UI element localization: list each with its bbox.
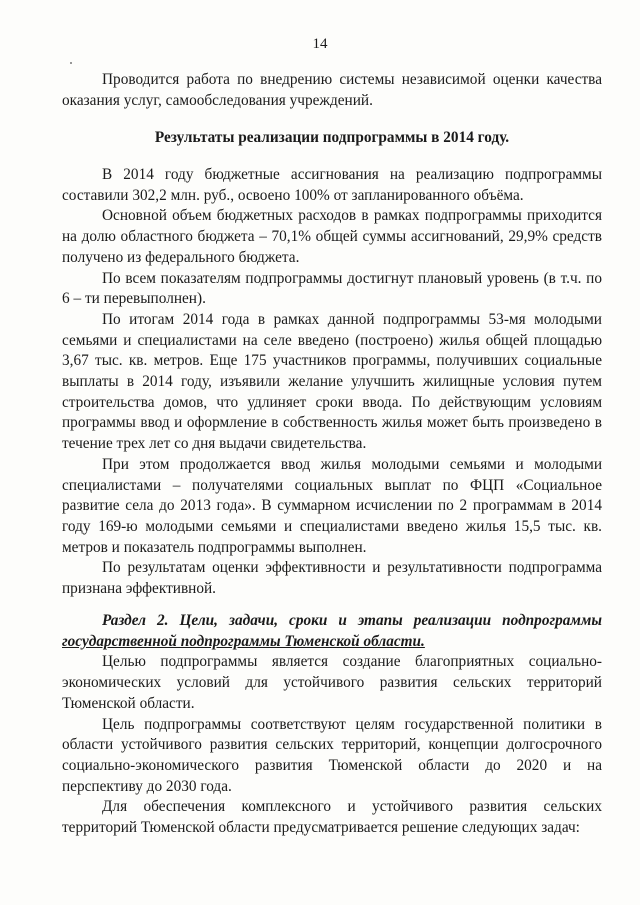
results-paragraph-3: По всем показателям подпрограммы достигнут плановый уровень (в т.ч. по 6 – ти перевыполнен). [62,269,602,308]
section2-heading-main: Раздел 2. Цели, задачи, сроки и этапы реализации подпрограммы [102,612,602,629]
results-section [62,165,602,600]
results-paragraph-5: При этом продолжается ввод жилья молодыми семьями и молодыми специалистами – получателями социальных выплат по ФЦП «Социальное развитие села до 2013 года». В суммарном исчислении по 2 программам в 2014 году 169-ю молодыми семьями и специалистами введено жилья 15,5 тыс. кв. метров и показатель подпрограммы выполнен. [62,455,602,556]
section2-heading [62,611,602,652]
results-heading: Результаты реализации подпрограммы в 2014 году. [154,129,510,146]
results-paragraph-6: По результатам оценки эффективности и результативности подпрограмма признана эффективной. [62,559,602,598]
intro-paragraph: Проводится работа по внедрению системы независимой оценки качества оказания услуг, самообследования учреждений. [62,71,602,109]
results-paragraph-4: По итогам 2014 года в рамках данной подпрограммы 53-мя молодыми семьями и специалистами на селе введено (построено) жилья общей площадью 3,67 тыс. кв. метров. Еще 175 участников программы, получивших социальные выплаты в 2014 году, изъявили желание улучшить жилищные условия путем строительства домов, что удлиняет сроки ввода. По действующим условиям программы ввод и оформление в собственность жилья может быть произведено в течение трех лет со дня выдачи свидетельства. [62,310,602,453]
section2 [62,611,602,839]
section2-heading-underlined: государственной подпрограммы Тюменской области. [62,632,425,650]
intro-block [62,70,602,111]
results-heading-block [62,128,602,149]
results-paragraph-2: Основной объем бюджетных расходов в рамках подпрограммы приходится на долю областного бюджета – 70,1% общей суммы ассигнований, 29,9% средств получено из федерального бюджета. [62,207,602,266]
section2-paragraph-3: Для обеспечения комплексного и устойчивого развития сельских территорий Тюменской области предусматривается решение следующих задач: [62,798,602,837]
results-paragraph-1: В 2014 году бюджетные ассигнования на реализацию подпрограммы составили 302,2 млн. руб., освоено 100% от запланированного объёма. [62,166,602,204]
page-number: 14 [312,36,328,52]
section2-paragraph-2: Цель подпрограммы соответствуют целям государственной политики в области устойчивого развития сельских территорий, концепции долгосрочного социально-экономического развития Тюменской области до 2020 и на перспективу до 2030 года. [62,715,602,795]
scan-speck [70,62,72,64]
section2-paragraph-1: Целью подпрограммы является создание благоприятных социально-экономических условий для устойчивого развития сельских территорий Тюменской области. [62,653,602,712]
